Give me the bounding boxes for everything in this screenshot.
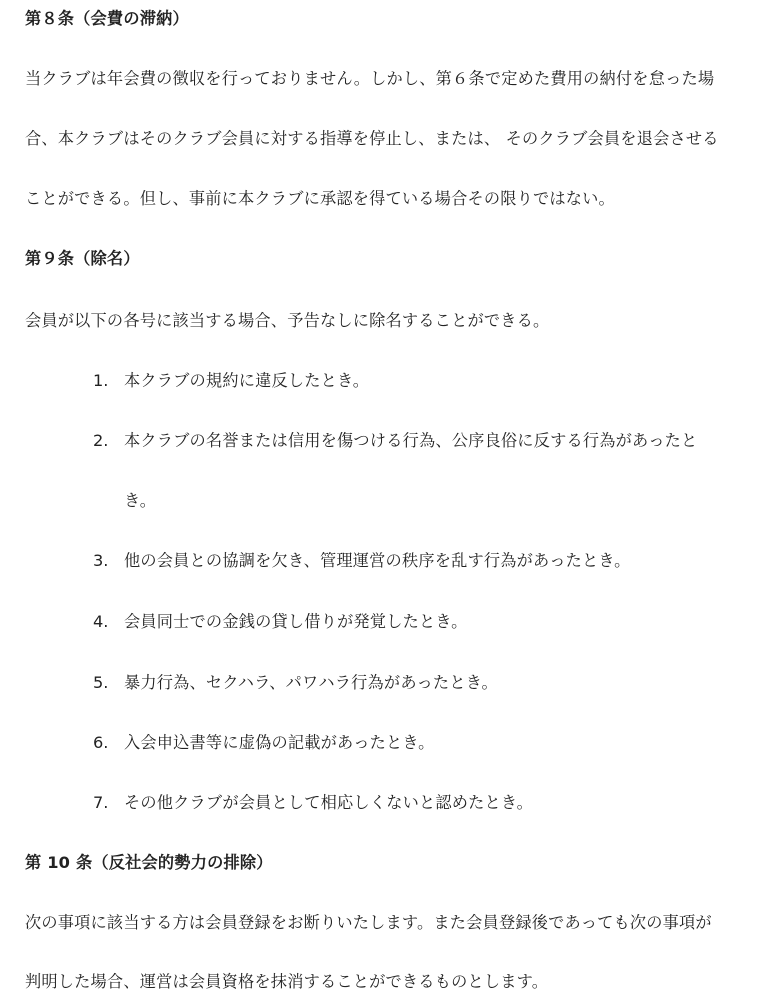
list-item-number: 7.: [93, 793, 109, 812]
article-10-paragraph-line: 次の事項に該当する方は会員登録をお断りいたします。また会員登録後であっても次の事項が: [25, 913, 712, 932]
list-item-text: 本クラブの規約に違反したとき。: [124, 371, 370, 390]
list-item-number: 6.: [93, 733, 109, 752]
list-item-text: 暴力行為、セクハラ、パワハラ行為があったとき。: [124, 673, 498, 692]
article-8-heading: 第８条（会費の滞納）: [25, 9, 189, 28]
article-10-heading: 第 10 条（反社会的勢力の排除）: [25, 853, 273, 872]
list-item-text: 本クラブの名誉または信用を傷つける行為、公序良俗に反する行為があったと: [124, 431, 698, 450]
article-9-intro: 会員が以下の各号に該当する場合、予告なしに除名することができる。: [25, 311, 550, 330]
list-item-number: 2.: [93, 431, 109, 450]
list-item-number: 4.: [93, 612, 109, 631]
list-item-text: その他クラブが会員として相応しくないと認めたとき。: [124, 793, 534, 812]
list-item-text: 他の会員との協調を欠き、管理運営の秩序を乱す行為があったとき。: [124, 551, 631, 570]
article-10-paragraph-line: 判明した場合、運営は会員資格を抹消することができるものとします。: [25, 972, 549, 991]
article-9-heading: 第９条（除名）: [25, 249, 140, 268]
article-8-paragraph-line: 当クラブは年会費の徴収を行っておりません。しかし、第６条で定めた費用の納付を怠った場: [25, 69, 715, 88]
list-item-text: 入会申込書等に虚偽の記載があったとき。: [124, 733, 435, 752]
list-item-text: 会員同士での金銭の貸し借りが発覚したとき。: [124, 612, 468, 631]
list-item-number: 5.: [93, 673, 109, 692]
list-item-number: 1.: [93, 371, 109, 390]
article-8-paragraph-line: ことができる。但し、事前に本クラブに承認を得ている場合その限りではない。: [25, 189, 615, 208]
list-item-text-continuation: き。: [124, 491, 157, 510]
list-item-number: 3.: [93, 551, 109, 570]
article-8-paragraph-line: 合、本クラブはそのクラブ会員に対する指導を停止し、または、 そのクラブ会員を退会させる: [25, 129, 719, 148]
